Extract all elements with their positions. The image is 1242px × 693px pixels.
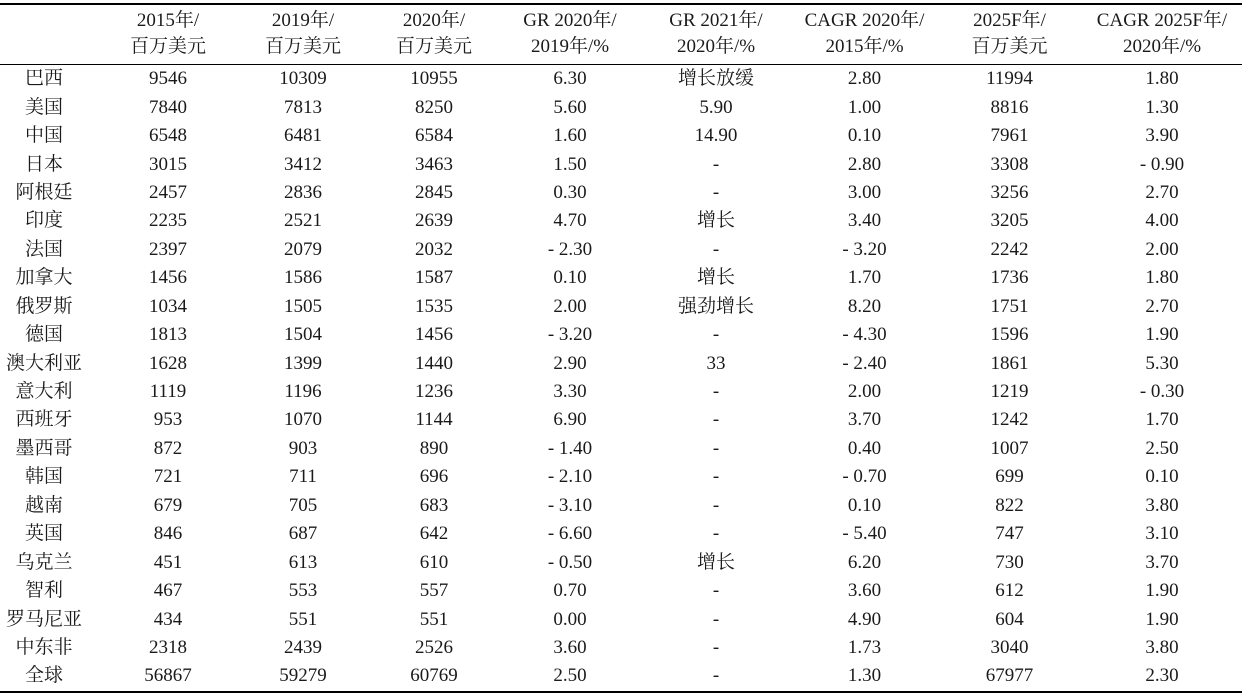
row-label: 韩国 xyxy=(24,466,63,488)
table-cell: 0.00 xyxy=(553,608,587,630)
table-cell: 1861 xyxy=(990,352,1029,374)
table-cell: - 5.40 xyxy=(842,523,887,545)
table-cell: 467 xyxy=(153,580,183,602)
table-row xyxy=(0,463,1242,491)
table-cell: 11994 xyxy=(986,68,1033,90)
table-cell: - 6.60 xyxy=(547,523,593,545)
market-table xyxy=(0,3,1242,693)
header-line-1: 2019年/ xyxy=(271,10,335,31)
table-row xyxy=(0,179,1242,207)
table-cell: 3.70 xyxy=(847,409,882,431)
row-label: 全球 xyxy=(24,665,63,687)
table-cell: 604 xyxy=(995,608,1024,630)
table-cell: 1535 xyxy=(415,295,453,317)
header-line-2: 2019年/% xyxy=(530,36,610,57)
table-cell: 1504 xyxy=(284,324,322,346)
table-cell: 1196 xyxy=(284,381,322,403)
row-label: 罗马尼亚 xyxy=(5,608,82,630)
table-cell: - xyxy=(712,523,720,545)
table-cell: 846 xyxy=(153,523,183,545)
table-cell: 1586 xyxy=(284,267,322,289)
table-cell: - xyxy=(712,665,720,687)
header-line-1: CAGR 2020年/ xyxy=(804,10,925,31)
header-line-2: 百万美元 xyxy=(129,36,206,57)
table-cell: 1.90 xyxy=(1145,608,1179,630)
header-cell xyxy=(238,4,368,65)
row-label: 法国 xyxy=(24,238,63,260)
table-cell: 3463 xyxy=(415,153,453,175)
table-cell: 687 xyxy=(288,523,318,545)
table-cell: 2.80 xyxy=(847,68,882,90)
table-cell: 747 xyxy=(995,523,1024,545)
table-cell: 8816 xyxy=(990,96,1029,118)
table-cell: 551 xyxy=(419,608,449,630)
table-cell: 1628 xyxy=(149,352,187,374)
table-cell: 3412 xyxy=(284,153,322,175)
header-cell xyxy=(98,4,238,65)
header-row xyxy=(0,4,1242,65)
table-cell: 3308 xyxy=(990,153,1029,175)
table-row xyxy=(0,577,1242,605)
table-cell: 4.90 xyxy=(847,608,882,630)
table-cell: 2.70 xyxy=(1145,181,1179,203)
header-line-1: CAGR 2025F年/ xyxy=(1096,10,1228,31)
table-cell: 1219 xyxy=(990,381,1029,403)
table-cell: 1751 xyxy=(990,295,1029,317)
table-cell: 3015 xyxy=(149,153,187,175)
table-cell: 5.30 xyxy=(1145,352,1179,374)
header-cell xyxy=(640,4,792,65)
table-cell: 14.90 xyxy=(694,125,738,147)
table-cell: 2.00 xyxy=(1145,238,1179,260)
table-cell: 2439 xyxy=(284,636,322,658)
table-cell: - xyxy=(712,608,720,630)
table-header xyxy=(0,4,1242,65)
table-cell: 2.90 xyxy=(553,352,587,374)
table-cell: 60769 xyxy=(410,665,458,687)
table-cell: 1034 xyxy=(149,295,187,317)
table-cell: 2526 xyxy=(415,636,453,658)
table-cell: 0.30 xyxy=(553,181,587,203)
table-cell: 2235 xyxy=(149,210,187,232)
table-cell: - 0.70 xyxy=(842,466,887,488)
table-cell: 610 xyxy=(419,551,449,573)
table-cell: 1440 xyxy=(415,352,453,374)
table-cell: 6584 xyxy=(415,125,453,147)
table-cell: 10309 xyxy=(279,68,327,90)
table-row xyxy=(0,207,1242,235)
table-cell: - 4.30 xyxy=(842,324,887,346)
table-cell: 1.60 xyxy=(553,125,587,147)
table-cell: 1119 xyxy=(149,381,187,403)
table-cell: 1.50 xyxy=(553,153,587,175)
row-label: 中国 xyxy=(24,125,63,147)
header-line-2: 2020年/% xyxy=(1122,36,1202,57)
table-cell: 1587 xyxy=(415,267,453,289)
table-cell: 705 xyxy=(288,494,318,516)
table-cell: - xyxy=(712,580,720,602)
table-cell: - xyxy=(712,238,720,260)
table-cell: 3.70 xyxy=(1145,551,1179,573)
table-cell: 1.80 xyxy=(1145,267,1179,289)
table-cell: 3.80 xyxy=(1145,636,1179,658)
table-cell: 7840 xyxy=(149,96,187,118)
table-cell: 33 xyxy=(706,352,726,374)
table-cell: 1.70 xyxy=(847,267,882,289)
header-line-2: 2015年/% xyxy=(825,36,904,57)
table-cell: 6481 xyxy=(284,125,322,147)
table-row xyxy=(0,548,1242,576)
table-cell: 2032 xyxy=(415,238,453,260)
row-label: 英国 xyxy=(24,523,63,545)
table-cell: 强劲增长 xyxy=(677,295,754,317)
table-cell: - 3.20 xyxy=(842,238,887,260)
table-cell: 3.00 xyxy=(847,181,882,203)
table-cell: 3.40 xyxy=(847,210,882,232)
table-cell: 2521 xyxy=(284,210,322,232)
table-cell: 679 xyxy=(153,494,183,516)
table-cell: - 2.40 xyxy=(842,352,887,374)
table-cell: 1399 xyxy=(284,352,322,374)
table-cell: - 2.10 xyxy=(547,466,593,488)
table-cell: 730 xyxy=(995,551,1024,573)
table-cell: 1505 xyxy=(284,295,322,317)
table-cell: 1144 xyxy=(415,409,453,431)
table-cell: 3.10 xyxy=(1145,523,1179,545)
table-cell: 1596 xyxy=(990,324,1029,346)
table-row xyxy=(0,321,1242,349)
table-cell: - 2.30 xyxy=(547,238,593,260)
table-cell: - xyxy=(712,181,720,203)
table-cell: 6.20 xyxy=(847,551,882,573)
header-cell xyxy=(792,4,937,65)
table-cell: 953 xyxy=(153,409,183,431)
table-cell: - xyxy=(712,153,720,175)
table-cell: 5.60 xyxy=(553,96,587,118)
table-cell: 1.70 xyxy=(1145,409,1179,431)
table-cell: 612 xyxy=(995,580,1024,602)
table-cell: 1236 xyxy=(415,381,453,403)
table-cell: - xyxy=(712,437,720,459)
table-row xyxy=(0,293,1242,321)
table-cell: 4.70 xyxy=(553,210,587,232)
table-cell: 2457 xyxy=(149,181,187,203)
table-cell: 3.30 xyxy=(553,381,587,403)
table-row xyxy=(0,492,1242,520)
table-row xyxy=(0,122,1242,150)
table-cell: - xyxy=(712,636,720,658)
table-cell: 1456 xyxy=(149,267,187,289)
table-cell: 3040 xyxy=(990,636,1029,658)
table-row xyxy=(0,520,1242,548)
table-cell: 3.90 xyxy=(1145,125,1179,147)
table-cell: 56867 xyxy=(144,665,192,687)
table-cell: 增长 xyxy=(696,267,735,289)
table-cell: 6.30 xyxy=(553,68,587,90)
table-cell: 822 xyxy=(995,494,1024,516)
table-cell: 711 xyxy=(289,466,317,488)
table-cell: 2639 xyxy=(415,210,453,232)
row-label: 巴西 xyxy=(24,68,63,90)
table-cell: 9546 xyxy=(149,68,187,90)
table-cell: 2318 xyxy=(149,636,187,658)
table-cell: 642 xyxy=(419,523,449,545)
table-cell: 3205 xyxy=(990,210,1029,232)
table-cell: - 0.30 xyxy=(1139,381,1185,403)
header-line-2: 百万美元 xyxy=(264,36,341,57)
row-label: 德国 xyxy=(24,324,63,346)
table-cell: 696 xyxy=(419,466,449,488)
row-label: 西班牙 xyxy=(15,409,73,431)
row-label: 乌克兰 xyxy=(15,551,73,573)
row-label: 印度 xyxy=(24,210,63,232)
table-cell: 8250 xyxy=(415,96,453,118)
table-cell: 2.00 xyxy=(553,295,587,317)
header-cell xyxy=(500,4,640,65)
table-cell: 434 xyxy=(153,608,183,630)
table-row xyxy=(0,605,1242,633)
table-cell: 1.80 xyxy=(1145,68,1179,90)
table-cell: - xyxy=(712,466,720,488)
header-line-1: 2025F年/ xyxy=(973,10,1046,31)
table-cell: 8.20 xyxy=(847,295,882,317)
table-cell: 0.10 xyxy=(847,494,882,516)
table-cell: 1813 xyxy=(149,324,187,346)
table-cell: 6.90 xyxy=(553,409,587,431)
table-cell: 872 xyxy=(153,437,183,459)
table-cell: 551 xyxy=(288,608,318,630)
table-cell: 1736 xyxy=(990,267,1029,289)
header-line-2: 百万美元 xyxy=(395,36,472,57)
table-cell: 890 xyxy=(419,437,449,459)
table-cell: 683 xyxy=(419,494,449,516)
table-cell: - xyxy=(712,324,720,346)
table-cell: - xyxy=(712,494,720,516)
table-cell: 增长放缓 xyxy=(677,68,754,90)
table-cell: 2.80 xyxy=(847,153,882,175)
table-cell: 增长 xyxy=(696,210,735,232)
table-cell: 3.80 xyxy=(1145,494,1179,516)
table-row xyxy=(0,264,1242,292)
row-label: 中东非 xyxy=(15,636,73,658)
table-cell: 1007 xyxy=(990,437,1029,459)
header-cell xyxy=(368,4,500,65)
table-cell: 1.90 xyxy=(1145,580,1179,602)
header-cell-country xyxy=(0,4,98,65)
table-cell: 553 xyxy=(288,580,318,602)
table-row xyxy=(0,378,1242,406)
table-cell: 4.00 xyxy=(1145,210,1179,232)
table-cell: 1070 xyxy=(284,409,322,431)
table-cell: 2242 xyxy=(990,238,1029,260)
table-cell: 5.90 xyxy=(699,96,733,118)
row-label: 墨西哥 xyxy=(15,437,73,459)
table-cell: 2397 xyxy=(149,238,187,260)
header-line-1: GR 2020年/ xyxy=(523,10,617,31)
row-label: 澳大利亚 xyxy=(5,352,82,374)
table-cell: 2079 xyxy=(284,238,322,260)
table-cell: 0.10 xyxy=(553,267,587,289)
header-cell xyxy=(937,4,1082,65)
table-cell: 3.60 xyxy=(847,580,882,602)
table-cell: 1.73 xyxy=(847,636,882,658)
header-line-1: 2020年/ xyxy=(402,10,466,31)
table-cell: 557 xyxy=(419,580,449,602)
table-row xyxy=(0,662,1242,691)
table-row xyxy=(0,634,1242,662)
table-cell: 3.60 xyxy=(553,636,587,658)
table-row xyxy=(0,349,1242,377)
row-label: 日本 xyxy=(24,153,63,175)
table-cell: 59279 xyxy=(279,665,327,687)
table-cell: 7813 xyxy=(284,96,322,118)
table-cell: 721 xyxy=(153,466,183,488)
table-cell: 1.30 xyxy=(1145,96,1179,118)
table-cell: 2.30 xyxy=(1145,665,1179,687)
table-cell: 903 xyxy=(288,437,318,459)
table-row xyxy=(0,236,1242,264)
table-cell: 10955 xyxy=(410,68,458,90)
table-cell: 2.00 xyxy=(847,381,882,403)
table-cell: 3256 xyxy=(990,181,1029,203)
table-cell: - xyxy=(712,409,720,431)
header-cell xyxy=(1082,4,1242,65)
table-cell: 0.10 xyxy=(1145,466,1179,488)
table-cell: - 1.40 xyxy=(547,437,593,459)
row-label: 意大利 xyxy=(15,381,73,403)
table-cell: 613 xyxy=(288,551,318,573)
row-label: 俄罗斯 xyxy=(15,295,73,317)
table-cell: 1.00 xyxy=(847,96,882,118)
table-cell: 7961 xyxy=(990,125,1029,147)
table-cell: 6548 xyxy=(149,125,187,147)
row-label: 智利 xyxy=(24,580,63,602)
table-cell: 增长 xyxy=(696,551,735,573)
table-cell: 1242 xyxy=(990,409,1029,431)
table-cell: 451 xyxy=(153,551,183,573)
table-row xyxy=(0,65,1242,94)
table-cell: - 3.10 xyxy=(547,494,593,516)
table-body xyxy=(0,65,1242,692)
row-label: 加拿大 xyxy=(15,267,73,289)
table-cell: 67977 xyxy=(985,665,1034,687)
table-row xyxy=(0,150,1242,178)
market-table-container xyxy=(0,3,1242,693)
row-label: 越南 xyxy=(24,494,63,516)
header-line-2: 2020年/% xyxy=(676,36,756,57)
table-cell: - 3.20 xyxy=(547,324,593,346)
table-cell: 0.10 xyxy=(847,125,882,147)
table-row xyxy=(0,435,1242,463)
header-line-1: GR 2021年/ xyxy=(669,10,763,31)
table-cell: 0.70 xyxy=(553,580,587,602)
header-line-1: 2015年/ xyxy=(136,10,200,31)
table-cell: 699 xyxy=(995,466,1024,488)
row-label: 阿根廷 xyxy=(15,181,73,203)
table-row xyxy=(0,406,1242,434)
table-cell: 1.30 xyxy=(847,665,882,687)
table-row xyxy=(0,93,1242,121)
row-label: 美国 xyxy=(24,96,63,118)
table-cell: 0.40 xyxy=(847,437,882,459)
table-cell: - xyxy=(712,381,720,403)
table-cell: 1456 xyxy=(415,324,453,346)
table-cell: 1.90 xyxy=(1145,324,1179,346)
table-cell: 2.50 xyxy=(553,665,587,687)
table-cell: 2.70 xyxy=(1145,295,1179,317)
table-cell: - 0.90 xyxy=(1139,153,1185,175)
table-cell: 2845 xyxy=(415,181,453,203)
table-cell: 2836 xyxy=(284,181,322,203)
table-cell: 2.50 xyxy=(1145,437,1179,459)
table-cell: - 0.50 xyxy=(547,551,593,573)
header-line-2: 百万美元 xyxy=(971,36,1048,57)
